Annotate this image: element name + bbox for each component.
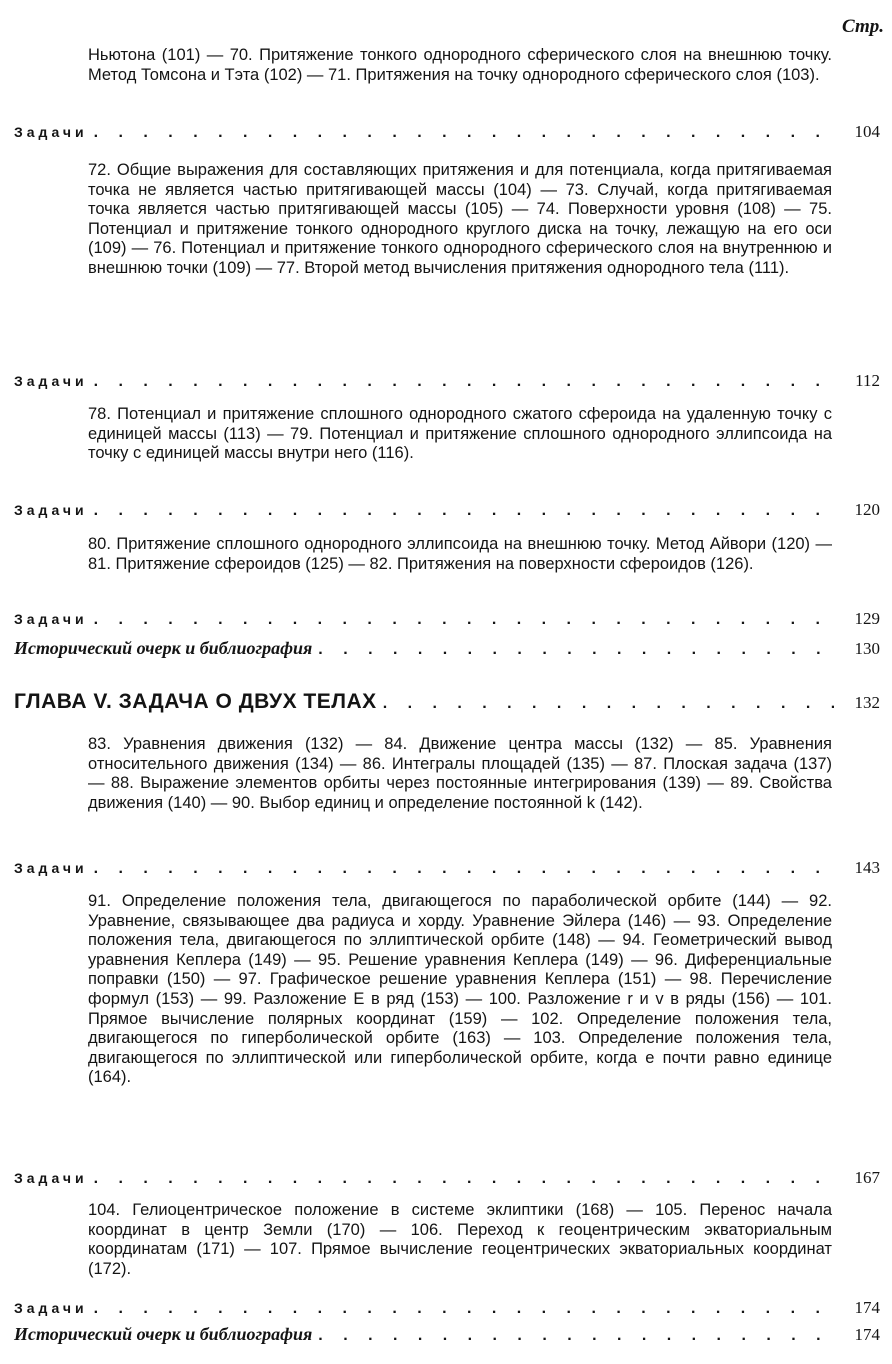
toc-page-number: 174 [854,1298,880,1317]
toc-entry[interactable] [14,1298,880,1322]
leader-dots [318,1327,834,1345]
toc-label: Задачи [14,373,88,389]
toc-page-number: 174 [854,1325,880,1344]
toc-page-number: 167 [854,1168,880,1187]
toc-entry[interactable] [14,122,880,146]
toc-label: Задачи [14,124,88,140]
toc-entry[interactable] [14,500,880,524]
toc-page-number: 132 [854,693,880,712]
leader-dots [94,1170,834,1188]
section-paragraph [88,735,832,813]
section-paragraph [88,161,832,279]
toc-page-number: 120 [854,500,880,519]
toc-entry[interactable] [14,638,880,662]
leader-dots [94,124,834,142]
toc-page-number: 104 [854,122,880,141]
toc-label: Задачи [14,611,88,627]
toc-page-number: 130 [854,639,880,658]
paragraph-text: Ньютона (101) — 70. Притяжение тонкого однородного сферического слоя на внешнюю точку. Метод Томсона и Тэта (102) — 71. Притяжения на точку однородного сферического слоя (103). [88,46,832,84]
paragraph-text: 91. Определение положения тела, двигающегося по параболической орбите (144) — 92. Уравнение, связывающее два радиуса и хорду. Уравнение Эйлера (146) — 93. Определение положения тела, двигающегося по эллиптической орбите (148) — 94. Геометрический вывод уравнения Кеплера (149) — 95. Решение уравнения Кеплера (149) — 96. Диференциальные поправки (150) — 97. Графическое решение уравнения Кеплера (151) — 98. Перечисление формул (153) — 99. Разложение E в ряд (153) — 100. Разложение r и v в ряды (156) — 101. Прямое вычисление полярных координат (159) — 102. Определение положения тела, двигающегося по гиперболической орбите (163) — 103. Определение положения тела, двигающегося по эллиптической или гиперболической орбите, когда e почти равно единице (164). [88,892,832,1087]
chapter-title: ГЛАВА V. ЗАДАЧА О ДВУХ ТЕЛАХ [14,690,377,713]
toc-entry[interactable] [14,1168,880,1192]
paragraph-text: 72. Общие выражения для составляющих притяжения и для потенциала, когда притягиваемая точка не является частью притягивающей массы (104) — 73. Случай, когда притягиваемая точка является частью притягивающей массы (105) — 74. Поверхности уровня (108) — 75. Потенциал и притяжение тонкого однородного круглого диска на точку, лежащую на его оси (109) — 76. Потенциал и притяжение тонкого однородного сферического слоя на внутреннюю и внешнюю точки (109) — 77. Второй метод вычисления притяжения однородного тела (111). [88,161,832,277]
toc-entry[interactable] [14,371,880,395]
toc-label: Задачи [14,860,88,876]
leader-dots [94,860,834,878]
toc-page-number: 112 [855,371,880,390]
leader-dots [94,1300,834,1318]
section-paragraph [88,1201,832,1279]
toc-page-number: 129 [854,609,880,628]
paragraph-text: 78. Потенциал и притяжение сплошного однородного сжатого сфероида на удаленную точку с единицей массы (113) — 79. Потенциал и притяжение сплошного однородного эллипсоида на точку с единицей массы внутри него (116). [88,405,832,463]
paragraph-text: 80. Притяжение сплошного однородного эллипсоида на внешнюю точку. Метод Айвори (120) — 81. Притяжение сфероидов (125) — 82. Притяжения на поверхности сфероидов (126). [88,535,832,573]
leader-dots [94,502,834,520]
toc-page-number: 143 [854,858,880,877]
chapter-heading[interactable] [14,690,880,714]
section-paragraph [88,892,832,1088]
section-paragraph [88,405,832,464]
section-paragraph [88,535,832,574]
toc-label: Исторический очерк и библиография [14,1324,313,1344]
toc-entry[interactable] [14,1324,880,1348]
paragraph-text: 104. Гелиоцентрическое положение в системе эклиптики (168) — 105. Перенос начала координат в центр Земли (170) — 106. Переход к геоцентрическим экваториальным координатам (171) — 107. Прямое вычисление геоцентрических экваториальных координат (172). [88,1201,832,1278]
toc-entry[interactable] [14,609,880,633]
leader-dots [318,641,834,659]
page-column-header: Стр. [842,16,884,37]
paragraph-text: 83. Уравнения движения (132) — 84. Движение центра массы (132) — 85. Уравнения относительного движения (134) — 86. Интегралы площадей (135) — 87. Плоская задача (137) — 88. Выражение элементов орбиты через постоянные интегрирования (139) — 89. Свойства движения (140) — 90. Выбор единиц и определение постоянной k (142). [88,735,832,812]
toc-entry[interactable] [14,858,880,882]
leader-dots [94,373,834,391]
toc-label: Исторический очерк и библиография [14,638,313,658]
section-paragraph [88,46,832,85]
leader-dots [94,611,834,629]
toc-label: Задачи [14,1170,88,1186]
toc-label: Задачи [14,502,88,518]
toc-label: Задачи [14,1300,88,1316]
leader-dots [383,695,834,713]
